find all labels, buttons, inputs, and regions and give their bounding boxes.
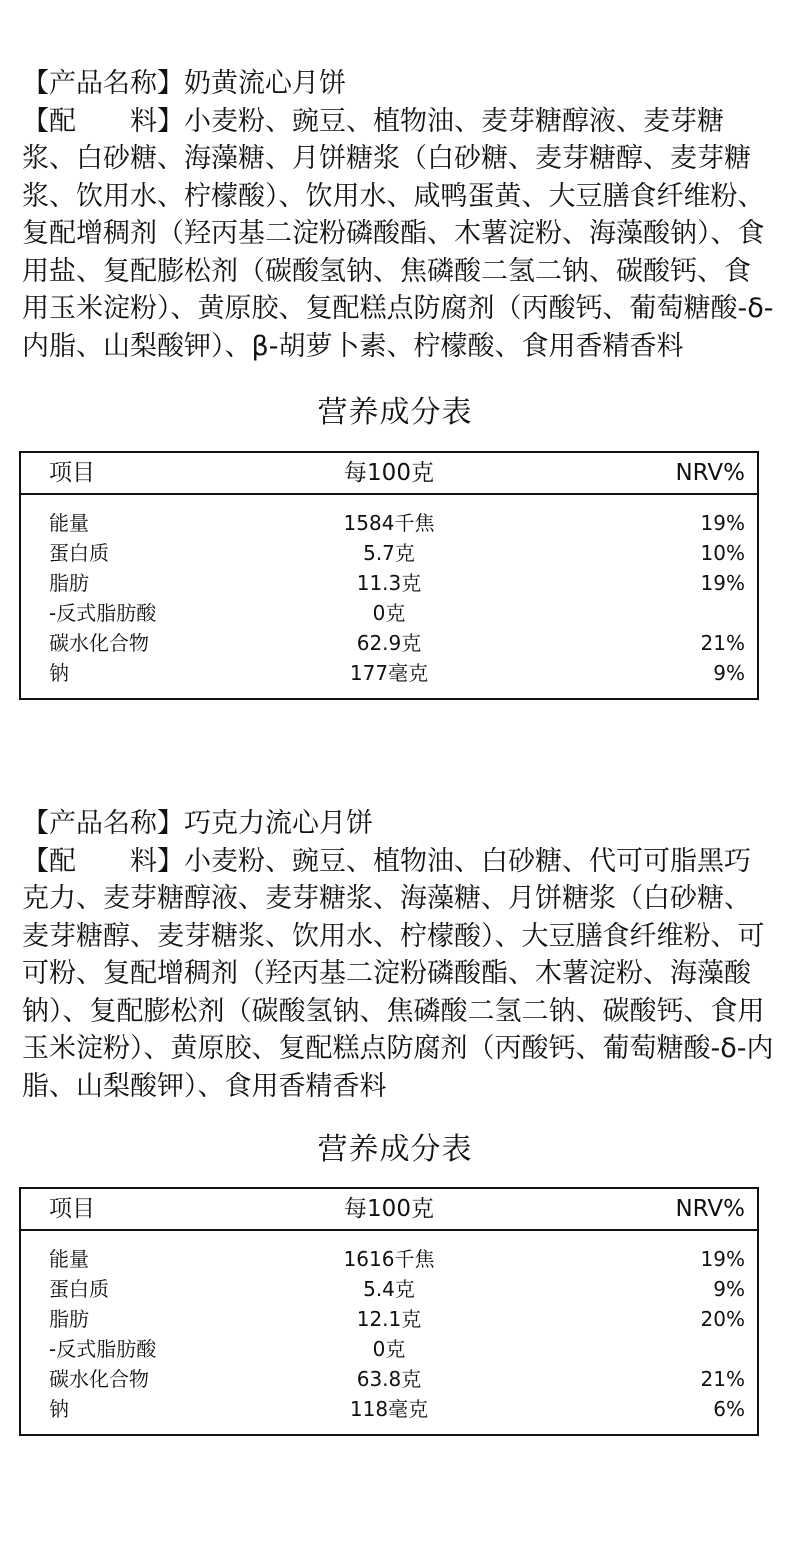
row-name: 蛋白质 <box>49 1277 109 1301</box>
header-nrv: NRV% <box>675 460 745 486</box>
row-name: 能量 <box>49 1247 89 1271</box>
row-value: 63.8克 <box>356 1367 422 1391</box>
product-name-line: 【产品名称】奶黄流心月饼 <box>22 68 346 99</box>
row-name: 蛋白质 <box>49 541 109 565</box>
table-row <box>21 628 757 658</box>
row-value: 12.1克 <box>356 1307 422 1331</box>
header-per100: 每100克 <box>344 460 434 486</box>
table-row <box>21 1274 757 1304</box>
table-body <box>21 1231 757 1434</box>
table-row <box>21 1364 757 1394</box>
table-row <box>21 508 757 538</box>
table-row <box>21 1304 757 1334</box>
table-row <box>21 568 757 598</box>
row-value: 0克 <box>372 601 406 625</box>
table-row <box>21 658 757 688</box>
row-name: 脂肪 <box>49 571 89 595</box>
table-row <box>21 1394 757 1424</box>
nutrition-table <box>19 451 759 700</box>
row-value: 11.3克 <box>356 571 422 595</box>
product-section-milk-custard <box>0 65 790 700</box>
row-nrv: 20% <box>700 1307 745 1331</box>
row-name: 钠 <box>49 661 69 685</box>
product-name-line: 【产品名称】巧克力流心月饼 <box>22 808 373 839</box>
ingredients-paragraph <box>22 103 774 366</box>
product-info <box>22 805 774 1105</box>
row-nrv: 19% <box>700 1247 745 1271</box>
row-value: 5.7克 <box>363 541 415 565</box>
row-value: 62.9克 <box>356 631 422 655</box>
row-value: 1584千焦 <box>343 511 435 535</box>
row-nrv: 6% <box>713 1397 745 1421</box>
row-name: -反式脂肪酸 <box>49 1337 157 1361</box>
ingredients-text: 小麦粉、豌豆、植物油、白砂糖、代可可脂黑巧克力、麦芽糖醇液、麦芽糖浆、海藻糖、月饼糖浆（白砂糖、麦芽糖醇、麦芽糖浆、饮用水、柠檬酸）、大豆膳食纤维粉、可可粉、复配增稠剂（羟丙基二淀粉磷酸酯、木薯淀粉、海藻酸钠）、复配膨松剂（碳酸氢钠、焦磷酸二氢二钠、碳酸钙、食用玉米淀粉）、黄原胶、复配糕点防腐剂（丙酸钙、葡萄糖酸-δ-内脂、山梨酸钾）、食用香精香料 <box>22 845 774 1102</box>
row-value: 5.4克 <box>363 1277 415 1301</box>
row-nrv: 9% <box>713 1277 745 1301</box>
header-item: 项目 <box>49 460 95 486</box>
row-value: 0克 <box>372 1337 406 1361</box>
row-name: 碳水化合物 <box>49 631 149 655</box>
table-row <box>21 538 757 568</box>
row-name: 能量 <box>49 511 89 535</box>
table-row <box>21 598 757 628</box>
row-name: 钠 <box>49 1397 69 1421</box>
row-value: 177毫克 <box>349 661 429 685</box>
product-section-chocolate <box>0 805 790 1436</box>
row-value: 1616千焦 <box>343 1247 435 1271</box>
row-nrv: 10% <box>700 541 745 565</box>
nutrition-table <box>19 1187 759 1436</box>
row-nrv: 21% <box>700 1367 745 1391</box>
ingredients-paragraph <box>22 843 774 1106</box>
row-nrv: 19% <box>700 511 745 535</box>
nutrition-table-title: 营养成分表 <box>317 1132 473 1167</box>
row-name: 碳水化合物 <box>49 1367 149 1391</box>
header-per100: 每100克 <box>344 1196 434 1222</box>
header-nrv: NRV% <box>675 1196 745 1222</box>
table-body <box>21 495 757 698</box>
ingredients-text: 小麦粉、豌豆、植物油、麦芽糖醇液、麦芽糖浆、白砂糖、海藻糖、月饼糖浆（白砂糖、麦芽糖醇、麦芽糖浆、饮用水、柠檬酸）、饮用水、咸鸭蛋黄、大豆膳食纤维粉、复配增稠剂（羟丙基二淀粉磷酸酯、木薯淀粉、海藻酸钠）、食用盐、复配膨松剂（碳酸氢钠、焦磷酸二氢二钠、碳酸钙、食用玉米淀粉）、黄原胶、复配糕点防腐剂（丙酸钙、葡萄糖酸-δ-内脂、山梨酸钾）、β-胡萝卜素、柠檬酸、食用香精香料 <box>22 105 774 362</box>
nutrition-table-title: 营养成分表 <box>317 395 473 430</box>
table-row <box>21 1334 757 1364</box>
product-info <box>22 65 774 365</box>
ingredients-tag: 【配 料】 <box>22 105 184 137</box>
table-header <box>21 1189 757 1231</box>
header-item: 项目 <box>49 1196 95 1222</box>
row-name: -反式脂肪酸 <box>49 601 157 625</box>
row-nrv: 21% <box>700 631 745 655</box>
ingredients-tag: 【配 料】 <box>22 845 184 877</box>
row-nrv: 9% <box>713 661 745 685</box>
table-row <box>21 1244 757 1274</box>
table-header <box>21 453 757 495</box>
row-value: 118毫克 <box>349 1397 429 1421</box>
row-name: 脂肪 <box>49 1307 89 1331</box>
row-nrv: 19% <box>700 571 745 595</box>
